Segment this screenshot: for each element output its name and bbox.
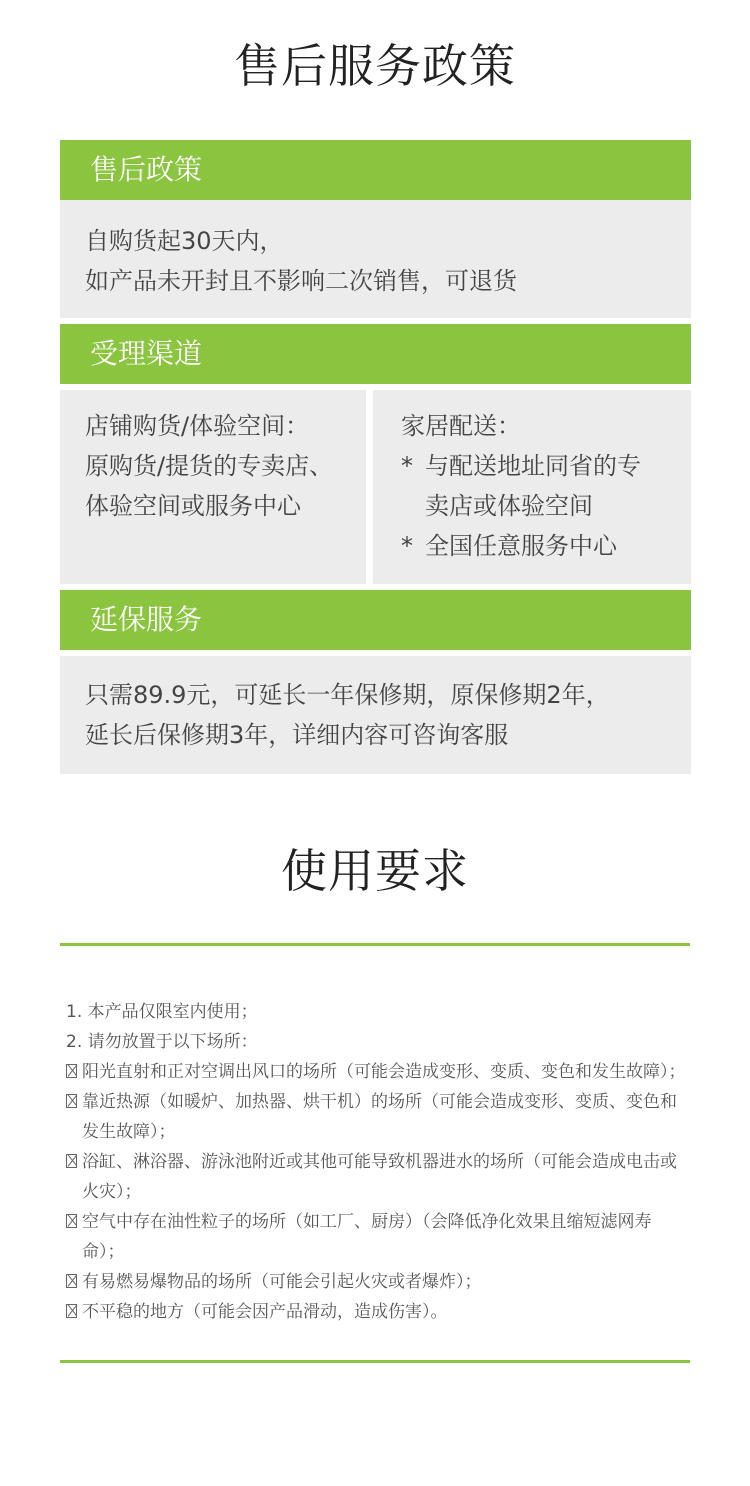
store-channel-line: 体验空间或服务中心 — [85, 492, 301, 520]
usage-item — [66, 1057, 690, 1087]
delivery-bullet-line: 全国任意服务中心 — [425, 532, 617, 560]
delivery-bullet-line: 卖店或体验空间 — [425, 492, 593, 520]
delivery-channel-heading: 家居配送： — [401, 412, 521, 440]
store-channel-heading: 店铺购货/体验空间： — [85, 412, 310, 440]
warranty-line: 只需89.9元，可延长一年保修期，原保修期2年， — [85, 681, 610, 709]
crossed-box-icon — [66, 1304, 77, 1318]
delivery-channel-panel — [373, 390, 691, 584]
usage-item — [66, 1267, 690, 1297]
section-header-channels: 受理渠道 — [60, 324, 691, 384]
warranty-panel — [60, 656, 691, 774]
crossed-box-icon — [66, 1064, 77, 1078]
usage-item — [66, 1297, 690, 1327]
usage-title: 使用要求 — [281, 844, 469, 898]
usage-item-text: 阳光直射和正对空调出风口的场所（可能会造成变形、变质、变色和发生故障）； — [82, 1062, 686, 1082]
crossed-box-icon — [66, 1094, 77, 1108]
store-channel-line: 原购货/提货的专卖店、 — [85, 452, 334, 480]
delivery-bullet-line: 与配送地址同省的专 — [425, 452, 641, 480]
crossed-box-icon — [66, 1154, 77, 1168]
divider-bottom — [60, 1360, 690, 1363]
usage-item — [66, 1087, 690, 1147]
divider-top — [60, 943, 690, 946]
policy-panel — [60, 200, 691, 318]
usage-item — [66, 1147, 690, 1207]
section-header-warranty: 延保服务 — [60, 590, 691, 650]
crossed-box-icon — [66, 1274, 77, 1288]
usage-item-text: 不平稳的地方（可能会因产品滑动，造成伤害）。 — [82, 1302, 448, 1322]
usage-requirements-list — [66, 997, 690, 1327]
page-title: 售后服务政策 — [234, 39, 516, 93]
policy-line: 自购货起30天内， — [85, 227, 284, 255]
warranty-line: 延长后保修期3年，详细内容可咨询客服 — [85, 721, 509, 749]
usage-item-text: 靠近热源（如暖炉、加热器、烘干机）的场所（可能会造成变形、变质、变色和发生故障）； — [82, 1092, 677, 1142]
policy-line: 如产品未开封且不影响二次销售，可退货 — [85, 267, 517, 295]
delivery-bullet — [401, 526, 691, 566]
usage-item-text: 浴缸、淋浴器、游泳池附近或其他可能导致机器进水的场所（可能会造成电击或火灾）； — [82, 1152, 677, 1202]
usage-item-text: 有易燃易爆物品的场所（可能会引起火灾或者爆炸）； — [82, 1272, 482, 1292]
crossed-box-icon — [66, 1214, 77, 1228]
usage-item — [66, 1207, 690, 1267]
bullet-star: * — [401, 452, 413, 480]
usage-item: 2. 请勿放置于以下场所： — [66, 1032, 258, 1052]
bullet-star: * — [401, 532, 413, 560]
store-channel-panel — [60, 390, 366, 584]
section-header-policy: 售后政策 — [60, 140, 691, 200]
delivery-bullet — [401, 446, 691, 526]
usage-item: 1. 本产品仅限室内使用； — [66, 1002, 258, 1022]
usage-item-text: 空气中存在油性粒子的场所（如工厂、厨房）（会降低净化效果且缩短滤网寿命）； — [82, 1212, 652, 1262]
